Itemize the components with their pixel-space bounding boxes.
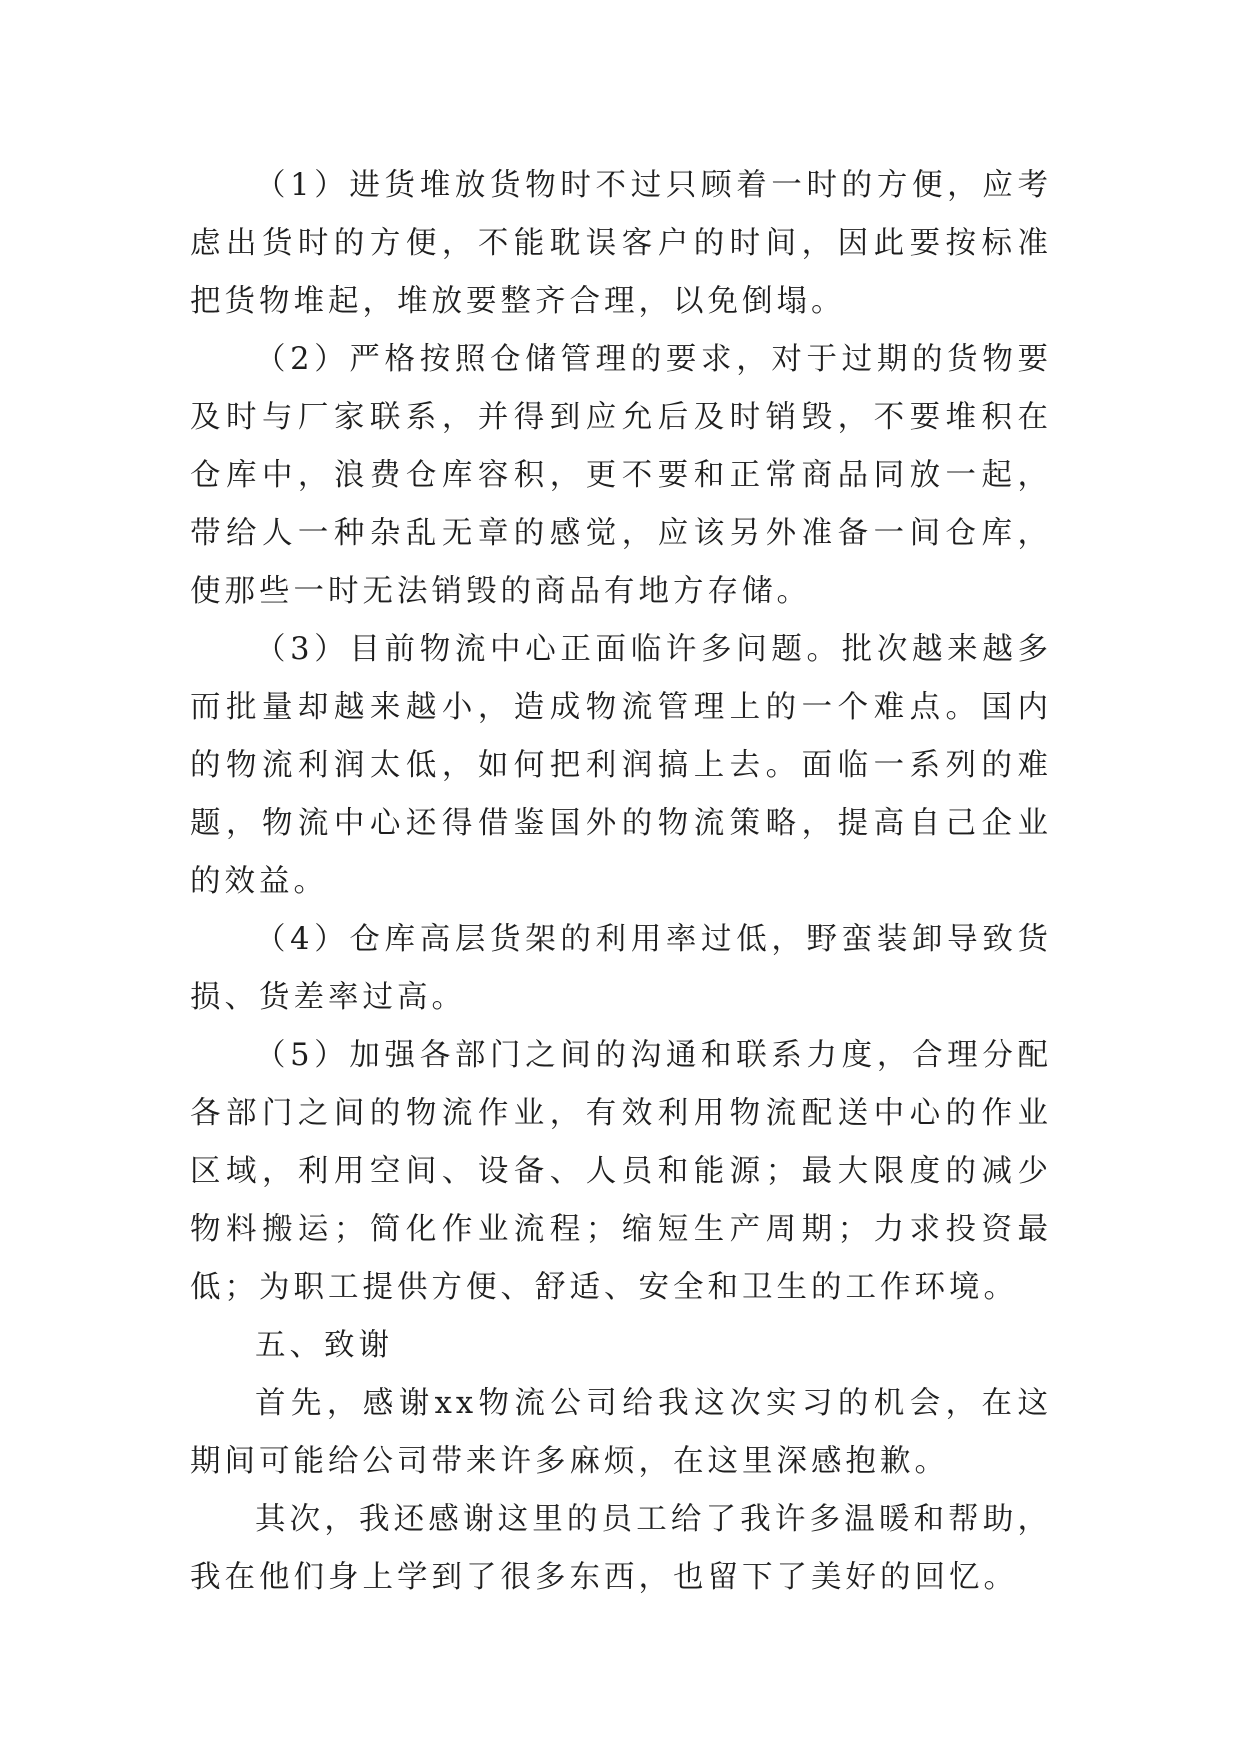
document-body bbox=[190, 157, 1052, 1607]
paragraph-item-2: （2）严格按照仓储管理的要求，对于过期的货物要及时与厂家联系，并得到应允后及时销毁，不要堆积在仓库中，浪费仓库容积，更不要和正常商品同放一起，带给人一种杂乱无章的感觉，应该另外准备一间仓库，使那些一时无法销毁的商品有地方存储。 bbox=[190, 342, 1052, 609]
paragraph-item-4: （4）仓库高层货架的利用率过低，野蛮装卸导致货损、货差率过高。 bbox=[190, 922, 1052, 1015]
acknowledgement-paragraph-1: 首先，感谢xx物流公司给我这次实习的机会，在这期间可能给公司带来许多麻烦，在这里深感抱歉。 bbox=[190, 1386, 1052, 1479]
section-heading-acknowledgements: 五、致谢 bbox=[255, 1328, 393, 1363]
paragraph-item-1: （1）进货堆放货物时不过只顾着一时的方便，应考虑出货时的方便，不能耽误客户的时间，因此要按标准把货物堆起，堆放要整齐合理，以免倒塌。 bbox=[190, 168, 1052, 319]
paragraph-item-3: （3）目前物流中心正面临许多问题。批次越来越多而批量却越来越小，造成物流管理上的一个难点。国内的物流利润太低，如何把利润搞上去。面临一系列的难题，物流中心还得借鉴国外的物流策略，提高自己企业的效益。 bbox=[190, 632, 1052, 899]
acknowledgement-paragraph-2: 其次，我还感谢这里的员工给了我许多温暖和帮助，我在他们身上学到了很多东西，也留下了美好的回忆。 bbox=[190, 1502, 1052, 1595]
paragraph-item-5: （5）加强各部门之间的沟通和联系力度，合理分配各部门之间的物流作业，有效利用物流配送中心的作业区域，利用空间、设备、人员和能源；最大限度的减少物料搬运；简化作业流程；缩短生产周期；力求投资最低；为职工提供方便、舒适、安全和卫生的工作环境。 bbox=[190, 1038, 1052, 1305]
